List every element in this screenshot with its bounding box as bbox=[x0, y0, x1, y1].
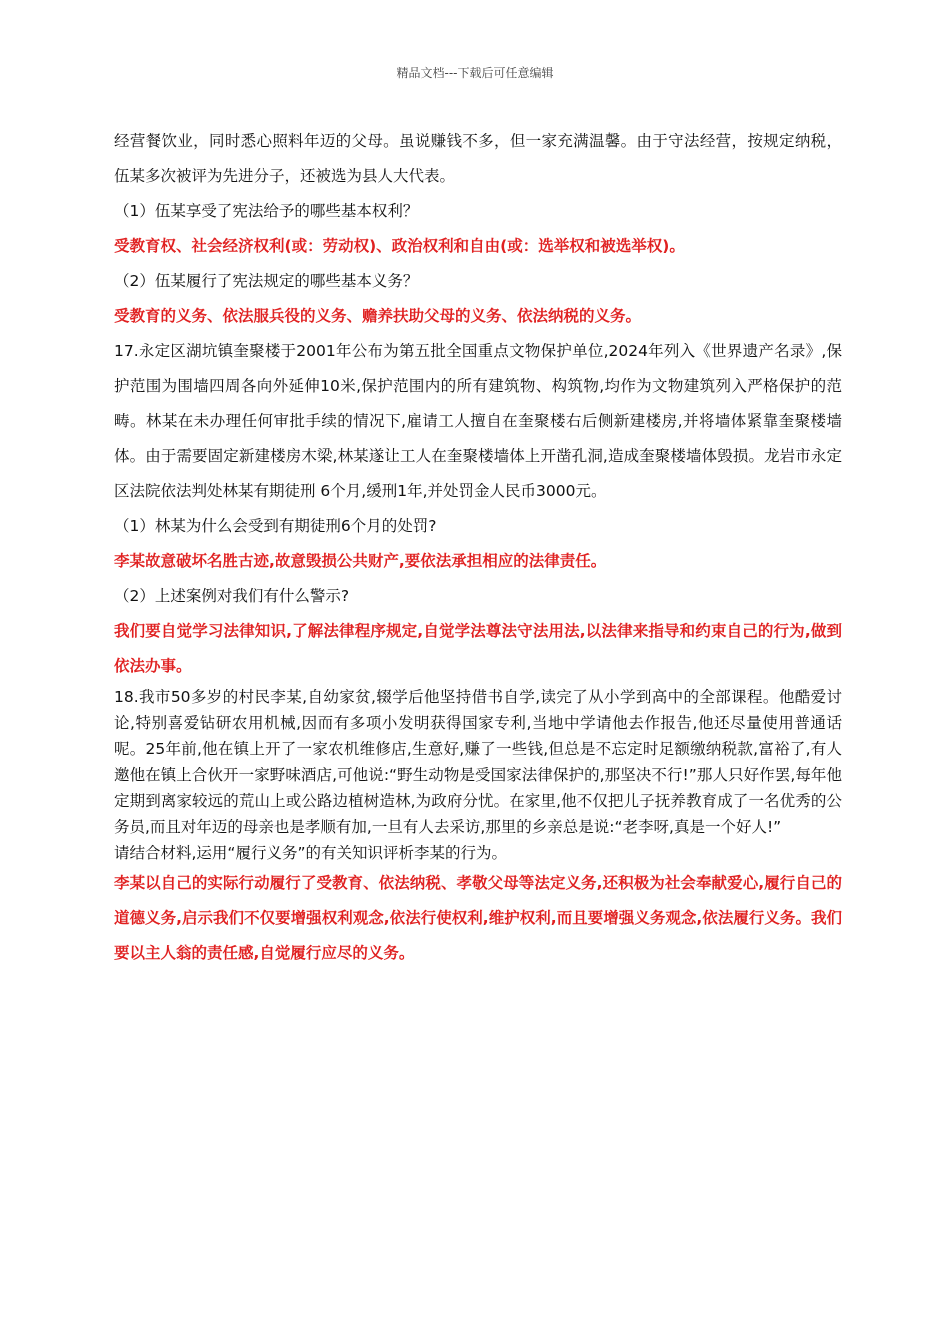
page-header: 精品文档---下载后可任意编辑 bbox=[396, 66, 554, 80]
question-17-1: （1）林某为什么会受到有期徒刑6个月的处罚? bbox=[114, 517, 437, 535]
answer-1-2: 受教育的义务、依法服兵役的义务、赡养扶助父母的义务、依法纳税的义务。 bbox=[114, 307, 642, 325]
problem-17: 17.永定区湖坑镇奎聚楼于2001年公布为第五批全国重点文物保护单位,2024年列入《世界遗产名录》,保护范围为围墙四周各向外延伸10米,保护范围内的所有建筑物、构筑物,均作为文物建筑列入严格保护的范畴。林某在未办理任何审批手续的情况下,雇请工人擅自在奎聚楼右后侧新建楼房,并将墙体紧靠奎聚楼墙体。由于需要固定新建楼房木梁,林某遂让工人在奎聚楼墙体上开凿孔洞,造成奎聚楼墙体毁损。龙岩市永定区法院依法判处林某有期徒刑 6个月,缓刑1年,并处罚金人民币3000元。 bbox=[114, 342, 842, 500]
question-1-1: （1）伍某享受了宪法给予的哪些基本权利？ bbox=[114, 202, 419, 220]
question-17-2: （2）上述案例对我们有什么警示? bbox=[114, 587, 350, 605]
question-1-2: （2）伍某履行了宪法规定的哪些基本义务？ bbox=[114, 272, 419, 290]
paragraph-intro: 经营餐饮业，同时悉心照料年迈的父母。虽说赚钱不多，但一家充满温馨。由于守法经营，按规定纳税，伍某多次被评为先进分子，还被选为县人大代表。 bbox=[114, 132, 842, 185]
document-body bbox=[114, 124, 842, 971]
answer-17-2: 我们要自觉学习法律知识,了解法律程序规定,自觉学法尊法守法用法,以法律来指导和约束自己的行为,做到依法办事。 bbox=[114, 622, 842, 675]
answer-17-1: 李某故意破坏名胜古迹,故意毁损公共财产,要依法承担相应的法律责任。 bbox=[114, 552, 607, 570]
answer-18: 李某以自己的实际行动履行了受教育、依法纳税、孝敬父母等法定义务,还积极为社会奉献爱心,履行自己的道德义务,启示我们不仅要增强权利观念,依法行使权利,维护权利,而且要增强义务观念,依法履行义务。我们要以主人翁的责任感,自觉履行应尽的义务。 bbox=[114, 874, 842, 962]
answer-1-1: 受教育权、社会经济权利(或：劳动权)、政治权利和自由(或：选举权和被选举权)。 bbox=[114, 237, 685, 255]
question-18: 请结合材料,运用“履行义务”的有关知识评析李某的行为。 bbox=[114, 844, 507, 862]
problem-18: 18.我市50多岁的村民李某,自幼家贫,辍学后他坚持借书自学,读完了从小学到高中的全部课程。他酷爱讨论,特别喜爱钻研农用机械,因而有多项小发明获得国家专利,当地中学请他去作报告,他还尽量使用普通话呢。25年前,他在镇上开了一家农机维修店,生意好,赚了一些钱,但总是不忘定时足额缴纳税款,富裕了,有人邀他在镇上合伙开一家野味酒店,可他说:“野生动物是受国家法律保护的,那坚决不行!”那人只好作罢,每年他定期到离家较远的荒山上或公路边植树造林,为政府分忧。在家里,他不仅把儿子抚养教育成了一名优秀的公务员,而且对年迈的母亲也是孝顺有加,一旦有人去采访,那里的乡亲总是说:“老李呀,真是一个好人!” bbox=[114, 688, 842, 836]
